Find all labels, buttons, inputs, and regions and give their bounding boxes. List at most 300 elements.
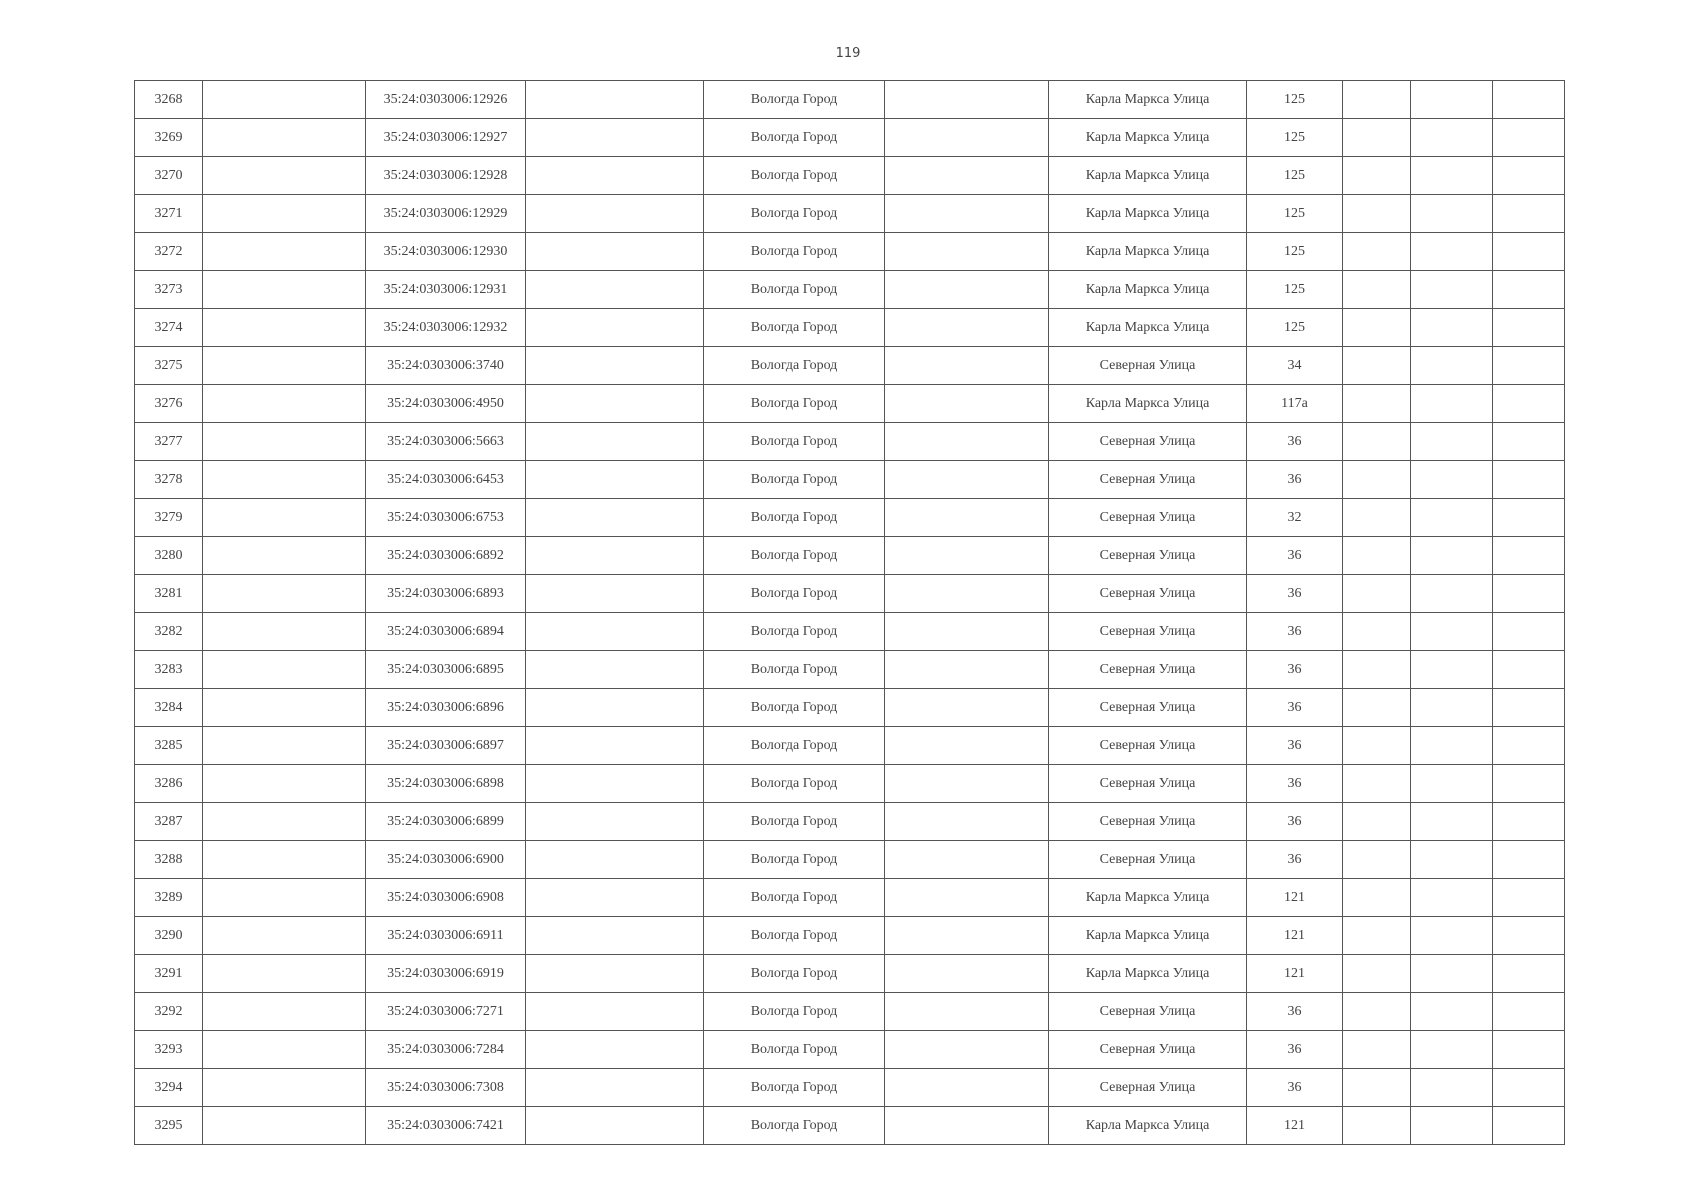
empty-cell: [203, 575, 366, 613]
house-number-cell: 117а: [1247, 385, 1343, 423]
empty-cell: [526, 993, 704, 1031]
empty-cell: [1411, 1069, 1493, 1107]
table-row: [135, 879, 1565, 917]
empty-cell: [1343, 423, 1411, 461]
empty-cell: [526, 651, 704, 689]
empty-cell: [1343, 233, 1411, 271]
house-number-cell: 36: [1247, 689, 1343, 727]
empty-cell: [885, 1069, 1049, 1107]
street-cell: Северная Улица: [1049, 575, 1247, 613]
city-cell: Вологда Город: [704, 765, 885, 803]
empty-cell: [1343, 613, 1411, 651]
house-number-cell: 32: [1247, 499, 1343, 537]
empty-cell: [885, 993, 1049, 1031]
empty-cell: [885, 955, 1049, 993]
empty-cell: [203, 195, 366, 233]
empty-cell: [203, 499, 366, 537]
empty-cell: [885, 423, 1049, 461]
street-cell: Северная Улица: [1049, 613, 1247, 651]
empty-cell: [1343, 575, 1411, 613]
empty-cell: [885, 727, 1049, 765]
empty-cell: [1343, 765, 1411, 803]
empty-cell: [1493, 727, 1565, 765]
table-row: [135, 765, 1565, 803]
empty-cell: [1343, 385, 1411, 423]
house-number-cell: 125: [1247, 81, 1343, 119]
table-row: [135, 499, 1565, 537]
empty-cell: [203, 917, 366, 955]
table-row: [135, 613, 1565, 651]
street-cell: Северная Улица: [1049, 423, 1247, 461]
empty-cell: [885, 879, 1049, 917]
cadastral-number-cell: 35:24:0303006:6911: [366, 917, 526, 955]
empty-cell: [203, 1107, 366, 1145]
empty-cell: [203, 347, 366, 385]
empty-cell: [1493, 537, 1565, 575]
street-cell: Северная Улица: [1049, 841, 1247, 879]
street-cell: Карла Маркса Улица: [1049, 879, 1247, 917]
empty-cell: [526, 119, 704, 157]
empty-cell: [1411, 575, 1493, 613]
empty-cell: [1493, 271, 1565, 309]
city-cell: Вологда Город: [704, 879, 885, 917]
row-number-cell: 3287: [135, 803, 203, 841]
empty-cell: [1343, 1107, 1411, 1145]
empty-cell: [203, 385, 366, 423]
empty-cell: [1493, 651, 1565, 689]
cadastral-number-cell: 35:24:0303006:6753: [366, 499, 526, 537]
empty-cell: [1411, 537, 1493, 575]
empty-cell: [526, 461, 704, 499]
empty-cell: [526, 499, 704, 537]
table-row: [135, 81, 1565, 119]
house-number-cell: 36: [1247, 727, 1343, 765]
house-number-cell: 36: [1247, 537, 1343, 575]
table-row: [135, 803, 1565, 841]
street-cell: Карла Маркса Улица: [1049, 81, 1247, 119]
row-number-cell: 3288: [135, 841, 203, 879]
cadastral-number-cell: 35:24:0303006:12932: [366, 309, 526, 347]
empty-cell: [1411, 157, 1493, 195]
empty-cell: [526, 689, 704, 727]
empty-cell: [1493, 347, 1565, 385]
empty-cell: [1493, 1031, 1565, 1069]
empty-cell: [203, 955, 366, 993]
empty-cell: [526, 917, 704, 955]
city-cell: Вологда Город: [704, 537, 885, 575]
house-number-cell: 36: [1247, 1031, 1343, 1069]
street-cell: Северная Улица: [1049, 1031, 1247, 1069]
street-cell: Карла Маркса Улица: [1049, 271, 1247, 309]
empty-cell: [1343, 1031, 1411, 1069]
city-cell: Вологда Город: [704, 841, 885, 879]
street-cell: Карла Маркса Улица: [1049, 955, 1247, 993]
city-cell: Вологда Город: [704, 271, 885, 309]
city-cell: Вологда Город: [704, 499, 885, 537]
empty-cell: [526, 1069, 704, 1107]
table-row: [135, 119, 1565, 157]
empty-cell: [1411, 803, 1493, 841]
city-cell: Вологда Город: [704, 195, 885, 233]
empty-cell: [885, 1107, 1049, 1145]
empty-cell: [1411, 195, 1493, 233]
empty-cell: [203, 651, 366, 689]
city-cell: Вологда Город: [704, 1069, 885, 1107]
table-row: [135, 917, 1565, 955]
cadastral-number-cell: 35:24:0303006:6894: [366, 613, 526, 651]
empty-cell: [885, 157, 1049, 195]
empty-cell: [1411, 651, 1493, 689]
house-number-cell: 121: [1247, 1107, 1343, 1145]
row-number-cell: 3278: [135, 461, 203, 499]
empty-cell: [1411, 233, 1493, 271]
empty-cell: [526, 195, 704, 233]
empty-cell: [203, 1031, 366, 1069]
city-cell: Вологда Город: [704, 651, 885, 689]
row-number-cell: 3294: [135, 1069, 203, 1107]
empty-cell: [203, 727, 366, 765]
row-number-cell: 3285: [135, 727, 203, 765]
table-row: [135, 233, 1565, 271]
cadastral-number-cell: 35:24:0303006:6899: [366, 803, 526, 841]
street-cell: Карла Маркса Улица: [1049, 309, 1247, 347]
row-number-cell: 3270: [135, 157, 203, 195]
empty-cell: [203, 537, 366, 575]
house-number-cell: 125: [1247, 119, 1343, 157]
street-cell: Карла Маркса Улица: [1049, 119, 1247, 157]
empty-cell: [885, 119, 1049, 157]
city-cell: Вологда Город: [704, 309, 885, 347]
cadastral-number-cell: 35:24:0303006:6892: [366, 537, 526, 575]
city-cell: Вологда Город: [704, 1031, 885, 1069]
row-number-cell: 3271: [135, 195, 203, 233]
cadastral-number-cell: 35:24:0303006:6895: [366, 651, 526, 689]
empty-cell: [1343, 917, 1411, 955]
empty-cell: [885, 499, 1049, 537]
empty-cell: [526, 955, 704, 993]
house-number-cell: 121: [1247, 955, 1343, 993]
table-row: [135, 689, 1565, 727]
empty-cell: [1343, 119, 1411, 157]
city-cell: Вологда Город: [704, 727, 885, 765]
street-cell: Карла Маркса Улица: [1049, 195, 1247, 233]
empty-cell: [526, 385, 704, 423]
empty-cell: [1493, 955, 1565, 993]
house-number-cell: 36: [1247, 841, 1343, 879]
row-number-cell: 3284: [135, 689, 203, 727]
empty-cell: [885, 271, 1049, 309]
row-number-cell: 3295: [135, 1107, 203, 1145]
row-number-cell: 3280: [135, 537, 203, 575]
empty-cell: [203, 271, 366, 309]
city-cell: Вологда Город: [704, 157, 885, 195]
empty-cell: [526, 423, 704, 461]
row-number-cell: 3272: [135, 233, 203, 271]
city-cell: Вологда Город: [704, 917, 885, 955]
empty-cell: [885, 461, 1049, 499]
table-row: [135, 1069, 1565, 1107]
empty-cell: [526, 271, 704, 309]
cadastral-number-cell: 35:24:0303006:6908: [366, 879, 526, 917]
empty-cell: [1343, 803, 1411, 841]
empty-cell: [203, 689, 366, 727]
street-cell: Северная Улица: [1049, 347, 1247, 385]
empty-cell: [1411, 81, 1493, 119]
empty-cell: [1411, 423, 1493, 461]
house-number-cell: 36: [1247, 575, 1343, 613]
empty-cell: [1343, 1069, 1411, 1107]
empty-cell: [1493, 765, 1565, 803]
empty-cell: [526, 157, 704, 195]
empty-cell: [203, 803, 366, 841]
registry-table: [134, 80, 1565, 1145]
cadastral-number-cell: 35:24:0303006:12926: [366, 81, 526, 119]
empty-cell: [1343, 955, 1411, 993]
city-cell: Вологда Город: [704, 575, 885, 613]
row-number-cell: 3277: [135, 423, 203, 461]
cadastral-number-cell: 35:24:0303006:6897: [366, 727, 526, 765]
empty-cell: [885, 233, 1049, 271]
cadastral-number-cell: 35:24:0303006:6919: [366, 955, 526, 993]
empty-cell: [1411, 879, 1493, 917]
empty-cell: [1411, 993, 1493, 1031]
page-number: 119: [835, 46, 861, 61]
empty-cell: [1411, 841, 1493, 879]
city-cell: Вологда Город: [704, 233, 885, 271]
row-number-cell: 3293: [135, 1031, 203, 1069]
empty-cell: [1493, 461, 1565, 499]
street-cell: Северная Улица: [1049, 993, 1247, 1031]
table-row: [135, 423, 1565, 461]
city-cell: Вологда Город: [704, 461, 885, 499]
empty-cell: [203, 993, 366, 1031]
empty-cell: [1493, 119, 1565, 157]
street-cell: Карла Маркса Улица: [1049, 233, 1247, 271]
street-cell: Северная Улица: [1049, 651, 1247, 689]
house-number-cell: 36: [1247, 765, 1343, 803]
empty-cell: [1411, 271, 1493, 309]
cadastral-number-cell: 35:24:0303006:6900: [366, 841, 526, 879]
house-number-cell: 125: [1247, 271, 1343, 309]
empty-cell: [1493, 917, 1565, 955]
empty-cell: [1493, 309, 1565, 347]
empty-cell: [1493, 803, 1565, 841]
cadastral-number-cell: 35:24:0303006:7284: [366, 1031, 526, 1069]
street-cell: Карла Маркса Улица: [1049, 1107, 1247, 1145]
house-number-cell: 125: [1247, 309, 1343, 347]
empty-cell: [1493, 841, 1565, 879]
row-number-cell: 3269: [135, 119, 203, 157]
empty-cell: [1343, 537, 1411, 575]
table-row: [135, 271, 1565, 309]
empty-cell: [526, 765, 704, 803]
house-number-cell: 36: [1247, 423, 1343, 461]
cadastral-number-cell: 35:24:0303006:6898: [366, 765, 526, 803]
table-row: [135, 841, 1565, 879]
empty-cell: [885, 309, 1049, 347]
row-number-cell: 3289: [135, 879, 203, 917]
cadastral-number-cell: 35:24:0303006:7421: [366, 1107, 526, 1145]
empty-cell: [526, 1031, 704, 1069]
empty-cell: [526, 233, 704, 271]
empty-cell: [203, 613, 366, 651]
cadastral-number-cell: 35:24:0303006:6896: [366, 689, 526, 727]
empty-cell: [1411, 613, 1493, 651]
empty-cell: [1493, 157, 1565, 195]
city-cell: Вологда Город: [704, 1107, 885, 1145]
empty-cell: [526, 841, 704, 879]
house-number-cell: 121: [1247, 917, 1343, 955]
cadastral-number-cell: 35:24:0303006:12931: [366, 271, 526, 309]
row-number-cell: 3275: [135, 347, 203, 385]
table-row: [135, 537, 1565, 575]
house-number-cell: 36: [1247, 613, 1343, 651]
table-row: [135, 461, 1565, 499]
cadastral-number-cell: 35:24:0303006:12929: [366, 195, 526, 233]
empty-cell: [203, 157, 366, 195]
empty-cell: [203, 423, 366, 461]
street-cell: Северная Улица: [1049, 461, 1247, 499]
empty-cell: [1493, 1069, 1565, 1107]
empty-cell: [203, 879, 366, 917]
empty-cell: [1343, 499, 1411, 537]
empty-cell: [885, 841, 1049, 879]
table-row: [135, 651, 1565, 689]
empty-cell: [526, 803, 704, 841]
empty-cell: [885, 195, 1049, 233]
street-cell: Карла Маркса Улица: [1049, 157, 1247, 195]
empty-cell: [1343, 689, 1411, 727]
empty-cell: [885, 803, 1049, 841]
empty-cell: [885, 81, 1049, 119]
cadastral-number-cell: 35:24:0303006:6453: [366, 461, 526, 499]
row-number-cell: 3290: [135, 917, 203, 955]
empty-cell: [526, 347, 704, 385]
house-number-cell: 125: [1247, 157, 1343, 195]
empty-cell: [1411, 727, 1493, 765]
empty-cell: [526, 575, 704, 613]
table-row: [135, 157, 1565, 195]
cadastral-number-cell: 35:24:0303006:3740: [366, 347, 526, 385]
empty-cell: [1411, 309, 1493, 347]
cadastral-number-cell: 35:24:0303006:5663: [366, 423, 526, 461]
table-row: [135, 1031, 1565, 1069]
empty-cell: [885, 765, 1049, 803]
empty-cell: [526, 309, 704, 347]
table-body: [135, 81, 1565, 1145]
row-number-cell: 3274: [135, 309, 203, 347]
city-cell: Вологда Город: [704, 613, 885, 651]
house-number-cell: 36: [1247, 803, 1343, 841]
empty-cell: [1493, 499, 1565, 537]
table-row: [135, 195, 1565, 233]
table-row: [135, 309, 1565, 347]
empty-cell: [203, 461, 366, 499]
empty-cell: [885, 917, 1049, 955]
empty-cell: [526, 537, 704, 575]
city-cell: Вологда Город: [704, 119, 885, 157]
empty-cell: [885, 1031, 1049, 1069]
house-number-cell: 125: [1247, 195, 1343, 233]
street-cell: Северная Улица: [1049, 1069, 1247, 1107]
empty-cell: [885, 347, 1049, 385]
empty-cell: [1493, 879, 1565, 917]
house-number-cell: 34: [1247, 347, 1343, 385]
table-row: [135, 1107, 1565, 1145]
empty-cell: [203, 765, 366, 803]
empty-cell: [1343, 81, 1411, 119]
city-cell: Вологда Город: [704, 385, 885, 423]
empty-cell: [526, 613, 704, 651]
cadastral-number-cell: 35:24:0303006:12930: [366, 233, 526, 271]
row-number-cell: 3292: [135, 993, 203, 1031]
empty-cell: [1343, 309, 1411, 347]
empty-cell: [1493, 423, 1565, 461]
house-number-cell: 36: [1247, 461, 1343, 499]
city-cell: Вологда Город: [704, 81, 885, 119]
empty-cell: [885, 651, 1049, 689]
empty-cell: [1411, 499, 1493, 537]
empty-cell: [1493, 385, 1565, 423]
empty-cell: [885, 613, 1049, 651]
table-row: [135, 993, 1565, 1031]
empty-cell: [1343, 195, 1411, 233]
empty-cell: [1493, 993, 1565, 1031]
city-cell: Вологда Город: [704, 955, 885, 993]
row-number-cell: 3268: [135, 81, 203, 119]
empty-cell: [1343, 727, 1411, 765]
row-number-cell: 3276: [135, 385, 203, 423]
empty-cell: [1411, 1031, 1493, 1069]
empty-cell: [1411, 119, 1493, 157]
cadastral-number-cell: 35:24:0303006:7308: [366, 1069, 526, 1107]
street-cell: Северная Улица: [1049, 765, 1247, 803]
empty-cell: [203, 1069, 366, 1107]
street-cell: Северная Улица: [1049, 499, 1247, 537]
empty-cell: [1493, 613, 1565, 651]
cadastral-number-cell: 35:24:0303006:12928: [366, 157, 526, 195]
table-row: [135, 727, 1565, 765]
empty-cell: [1493, 81, 1565, 119]
empty-cell: [1343, 993, 1411, 1031]
empty-cell: [1343, 271, 1411, 309]
empty-cell: [203, 119, 366, 157]
empty-cell: [1493, 689, 1565, 727]
empty-cell: [526, 1107, 704, 1145]
empty-cell: [203, 81, 366, 119]
cadastral-number-cell: 35:24:0303006:12927: [366, 119, 526, 157]
empty-cell: [1343, 347, 1411, 385]
empty-cell: [203, 233, 366, 271]
empty-cell: [1411, 1107, 1493, 1145]
street-cell: Северная Улица: [1049, 727, 1247, 765]
table-row: [135, 575, 1565, 613]
house-number-cell: 121: [1247, 879, 1343, 917]
city-cell: Вологда Город: [704, 803, 885, 841]
empty-cell: [885, 689, 1049, 727]
city-cell: Вологда Город: [704, 423, 885, 461]
empty-cell: [203, 841, 366, 879]
empty-cell: [203, 309, 366, 347]
table-row: [135, 385, 1565, 423]
empty-cell: [526, 879, 704, 917]
empty-cell: [1493, 1107, 1565, 1145]
street-cell: Северная Улица: [1049, 689, 1247, 727]
cadastral-number-cell: 35:24:0303006:7271: [366, 993, 526, 1031]
house-number-cell: 36: [1247, 651, 1343, 689]
empty-cell: [885, 385, 1049, 423]
empty-cell: [1411, 765, 1493, 803]
